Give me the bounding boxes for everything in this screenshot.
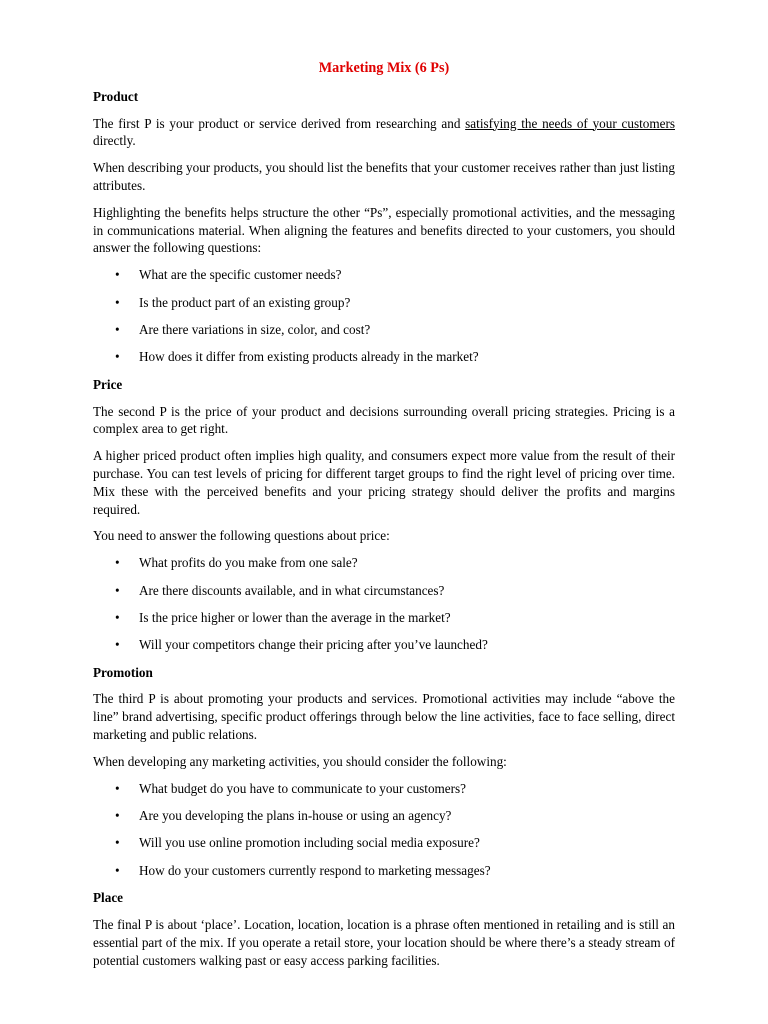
list-item-text: Are you developing the plans in-house or using an agency? [139,808,452,824]
list-item [93,294,675,312]
list-item [93,348,675,366]
bullet-icon: • [115,294,120,310]
list-item-text: Are there discounts available, and in what circumstances? [139,582,445,598]
product-p1-link[interactable]: satisfying the needs of your customers [465,115,675,131]
bullet-icon: • [115,835,120,851]
promotion-paragraph-2: When developing any marketing activities, you should consider the following: [93,753,507,769]
list-item-text: What are the specific customer needs? [139,267,342,283]
list-item-text: How do your customers currently respond to marketing messages? [139,862,491,878]
list-item [93,266,675,284]
list-item-text: Is the price higher or lower than the average in the market? [139,609,451,625]
section-heading-place: Place [93,890,124,906]
list-item [93,862,675,880]
promotion-paragraph-1: The third P is about promoting your products and services. Promotional activities may include “above the line” brand advertising, specific product offerings through below the line activities, face to face selling, direct marketing and public relations. [93,691,675,743]
promotion-question-list [93,780,675,880]
price-question-list [93,554,675,654]
product-paragraph-2: When describing your products, you should list the benefits that your customer receives rather than just listing attributes. [93,160,675,193]
bullet-icon: • [115,349,120,365]
document-body [93,60,675,978]
bullet-icon: • [115,582,120,598]
list-item-text: How does it differ from existing products already in the market? [139,349,479,365]
list-item [93,609,675,627]
bullet-icon: • [115,780,120,796]
product-paragraph-3: Highlighting the benefits helps structure the other “Ps”, especially promotional activities, and the messaging in communications material. When aligning the features and benefits directed to your customers, you should answer the following questions: [93,204,675,256]
bullet-icon: • [115,808,120,824]
bullet-icon: • [115,609,120,625]
section-heading-price: Price [93,376,123,392]
bullet-icon: • [115,267,120,283]
document-title: Marketing Mix (6 Ps) [318,60,450,76]
list-item [93,321,675,339]
list-item [93,582,675,600]
place-paragraph-1: The final P is about ‘place’. Location, location, location is a phrase often mentioned in retailing and is still an essential part of the mix. If you operate a retail store, your location should be where there’s a steady stream of potential customers walking past or easy access parking facilities. [93,917,675,968]
product-p1-text-after: directly. [93,133,136,149]
bullet-icon: • [115,637,120,653]
list-item [93,780,675,798]
list-item-text: Will you use online promotion including social media exposure? [139,835,480,851]
bullet-icon: • [115,862,120,878]
product-question-list [93,266,675,366]
price-paragraph-1: The second P is the price of your product and decisions surrounding overall pricing strategies. Pricing is a complex area to get right. [93,403,675,437]
list-item-text: Are there variations in size, color, and cost? [139,321,371,337]
bullet-icon: • [115,555,120,571]
list-item [93,636,675,654]
list-item [93,834,675,852]
product-paragraph-1 [93,115,675,151]
list-item-text: What budget do you have to communicate to your customers? [139,780,467,796]
list-item-text: What profits do you make from one sale? [139,555,358,571]
bullet-icon: • [115,321,120,337]
list-item-text: Will your competitors change their pricing after you’ve launched? [139,637,488,653]
product-p1-text-before: The first P is your product or service derived from researching and [93,115,466,131]
price-paragraph-3: You need to answer the following questions about price: [93,528,390,544]
list-item [93,807,675,825]
price-paragraph-2: A higher priced product often implies high quality, and consumers expect more value from the result of their purchase. You can test levels of pricing for different target groups to find the right level of pricing over time. Mix these with the perceived benefits and your pricing strategy should deliver the profits and margins required. [93,448,675,517]
section-heading-product: Product [93,88,139,104]
section-heading-promotion: Promotion [93,664,153,680]
list-item [93,554,675,572]
list-item-text: Is the product part of an existing group? [139,294,351,310]
